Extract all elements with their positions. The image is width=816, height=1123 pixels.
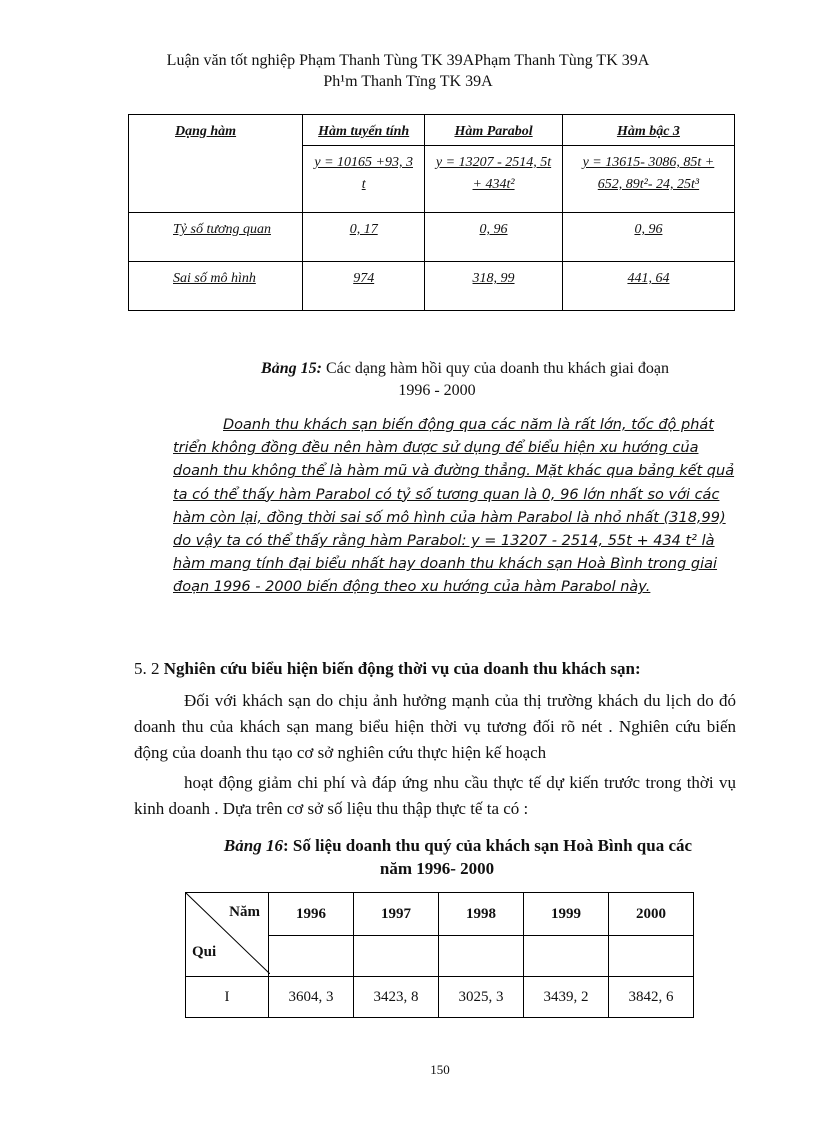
table16-value: 3604, 3 bbox=[269, 977, 354, 1018]
table15-corr-parabol: 0, 96 bbox=[425, 213, 563, 262]
table16-empty-cell bbox=[609, 936, 694, 977]
table15-err-linear: 974 bbox=[303, 262, 425, 311]
section-title: Nghiên cứu biểu hiện biến động thời vụ của doanh thu khách sạn: bbox=[163, 659, 641, 678]
table15-header-form: Dạng hàm bbox=[129, 115, 303, 146]
body-paragraph-1: Đối với khách sạn do chịu ảnh hưởng mạnh của thị trường khách du lịch do đó doanh thu của khách sạn mang biểu hiện thời vụ tương đối rõ nét . Nghiên cứu biến động của doanh thu tạo cơ sở nghiên cứu thực hiện kế hoạch bbox=[134, 691, 736, 762]
table16-year-2000: 2000 bbox=[609, 893, 694, 936]
italic-analysis-paragraph: Doanh thu khách sạn biến động qua các năm là rất lớn, tốc độ phát triển không đồng đều nên hàm được sử dụng để biểu hiện xu hướng của doanh thu không thể là hàm mũ và đường thẳng. Mặt khác qua bảng kết quả ta có thể thấy hàm Parabol có tỷ số tương quan là 0, 96 lớn nhất so với các hàm còn lại, đồng thời sai số mô hình của hàm Parabol là nhỏ nhất (318,99) do vậy ta có thể thấy rằng hàm Parabol: y = 13207 - 2514, 55t + 434 t² là hàm mang tính đại biểu nhất hay doanh thu khách sạn Hoà Bình trong giai đoạn 1996 - 2000 biến động theo xu hướng của hàm Parabol này. bbox=[173, 417, 735, 596]
table16-empty-cell bbox=[269, 936, 354, 977]
table16-year-1997: 1997 bbox=[354, 893, 439, 936]
table16-row-label: I bbox=[186, 977, 269, 1018]
table16-caption-label: Bảng 16 bbox=[223, 836, 283, 855]
table15-equation-parabol: y = 13207 - 2514, 5t + 434t² bbox=[425, 146, 563, 213]
table16-year-1998: 1998 bbox=[439, 893, 524, 936]
table16-value: 3439, 2 bbox=[524, 977, 609, 1018]
table15-header-parabol: Hàm Parabol bbox=[425, 115, 563, 146]
table15-caption bbox=[0, 357, 816, 381]
running-header-line-2: Ph¹m Thanh Tïng TK 39A bbox=[323, 73, 493, 90]
table16-corner-year-label: Năm bbox=[229, 904, 260, 920]
table16-corner-quarter-label: Qui bbox=[192, 944, 217, 960]
table16-value: 3842, 6 bbox=[609, 977, 694, 1018]
table16-year-1999: 1999 bbox=[524, 893, 609, 936]
running-header-line-1: Luận văn tốt nghiệp Phạm Thanh Tùng TK 39APhạm Thanh Tùng TK 39A bbox=[166, 52, 650, 69]
table15-equation-label bbox=[129, 146, 303, 213]
table15-caption-label: Bảng 15: bbox=[261, 360, 322, 377]
table16-value: 3025, 3 bbox=[439, 977, 524, 1018]
table16-empty-cell bbox=[439, 936, 524, 977]
table16-year-1996: 1996 bbox=[269, 893, 354, 936]
table15-equation-linear: y = 10165 +93, 3 t bbox=[303, 146, 425, 213]
table16-caption-line2: năm 1996- 2000 bbox=[379, 859, 495, 878]
body-paragraph-2: hoạt động giảm chi phí và đáp ứng nhu cầu thực tế dự kiến trước trong thời vụ kinh doanh . Dựa trên cơ sở số liệu thu thập thực tế ta có : bbox=[134, 773, 736, 818]
table15-caption-line2: 1996 - 2000 bbox=[398, 382, 476, 399]
table15-corr-linear: 0, 17 bbox=[303, 213, 425, 262]
table15-corr-label: Tỷ số tương quan bbox=[129, 213, 303, 262]
table16-corner-cell bbox=[186, 893, 269, 977]
table16-empty-cell bbox=[524, 936, 609, 977]
table15-err-parabol: 318, 99 bbox=[425, 262, 563, 311]
table16-empty-cell bbox=[354, 936, 439, 977]
quarterly-revenue-table bbox=[185, 892, 694, 1018]
table15-corr-cubic: 0, 96 bbox=[562, 213, 734, 262]
table16-value: 3423, 8 bbox=[354, 977, 439, 1018]
table15-err-label: Sai số mô hình bbox=[129, 262, 303, 311]
table16-caption bbox=[0, 833, 816, 859]
section-number: 5. 2 bbox=[134, 659, 164, 678]
table15-caption-text: Các dạng hàm hồi quy của doanh thu khách giai đoạn bbox=[321, 360, 669, 377]
table16-caption-text: : Số liệu doanh thu quý của khách sạn Hoà Bình qua các bbox=[282, 836, 693, 855]
table15-equation-cubic: y = 13615- 3086, 85t + 652, 89t²- 24, 25t³ bbox=[562, 146, 734, 213]
table15-header-cubic: Hàm bậc 3 bbox=[562, 115, 734, 146]
regression-table bbox=[128, 114, 735, 311]
section-heading bbox=[134, 657, 641, 681]
table15-header-linear: Hàm tuyến tính bbox=[303, 115, 425, 146]
table15-err-cubic: 441, 64 bbox=[562, 262, 734, 311]
page-number: 150 bbox=[430, 1062, 450, 1077]
